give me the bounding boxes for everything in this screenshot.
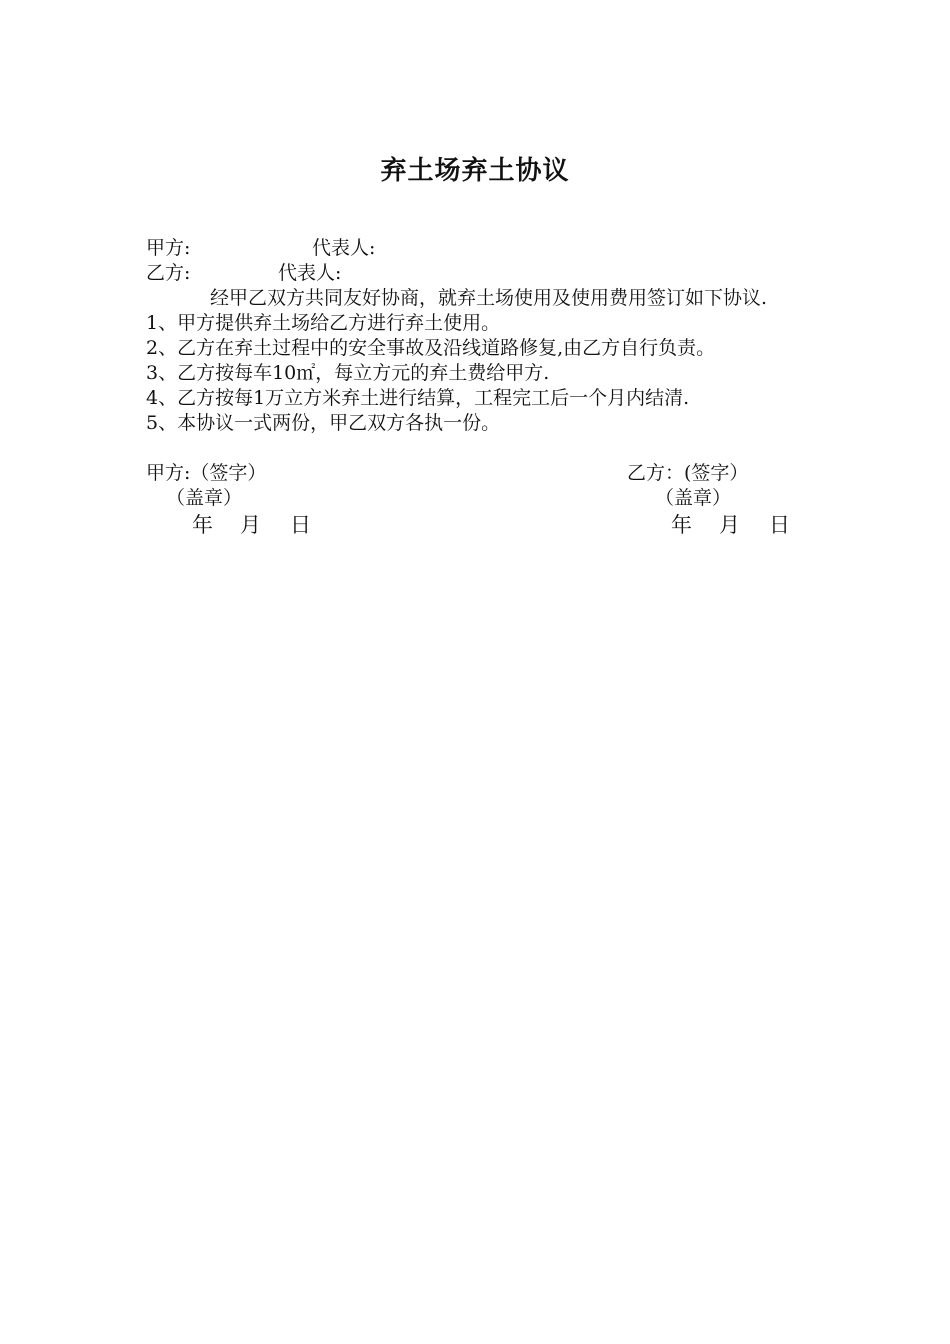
party-b-sign-label: 乙方：(签字）	[627, 462, 749, 484]
clause-2: 2、乙方在弃土过程中的安全事故及沿线道路修复,由乙方自行负责。	[146, 337, 716, 359]
party-b-year: 年	[671, 513, 692, 537]
party-a-signature-block	[146, 461, 311, 538]
party-b-month: 月	[719, 513, 740, 537]
intro-paragraph: 经甲乙双方共同友好协商，就弃土场使用及使用费用签订如下协议.	[210, 287, 768, 309]
clause-4: 4、乙方按每1万立方米弃土进行结算，工程完工后一个月内结清.	[146, 387, 690, 409]
party-b-line	[146, 261, 816, 286]
clause-3: 3、乙方按每车10㎡，每立方元的弃土费给甲方.	[146, 362, 550, 384]
page-title: 弃土场弃土协议	[380, 156, 570, 186]
party-a-seal-label: （盖章）	[166, 487, 243, 509]
party-a-day: 日	[290, 513, 311, 537]
party-a-line	[146, 236, 816, 261]
party-a-year: 年	[192, 513, 213, 537]
clause-5: 5、本协议一式两份，甲乙双方各执一份。	[146, 412, 501, 434]
party-b-seal-label: （盖章）	[655, 487, 732, 509]
party-a-month: 月	[240, 513, 261, 537]
party-b-date	[627, 513, 790, 538]
party-b-day: 日	[769, 513, 790, 537]
clause-1: 1、甲方提供弃土场给乙方进行弃土使用。	[146, 312, 501, 334]
party-a-date	[146, 513, 311, 538]
party-a-label: 甲方:	[146, 237, 191, 259]
party-b-signature-block	[627, 461, 790, 538]
party-a-representative-label: 代表人:	[312, 237, 376, 259]
agreement-body	[146, 236, 816, 436]
party-b-representative-label: 代表人:	[278, 262, 342, 284]
party-a-sign-label: 甲方:（签字）	[146, 462, 267, 484]
party-b-label: 乙方:	[146, 262, 191, 284]
